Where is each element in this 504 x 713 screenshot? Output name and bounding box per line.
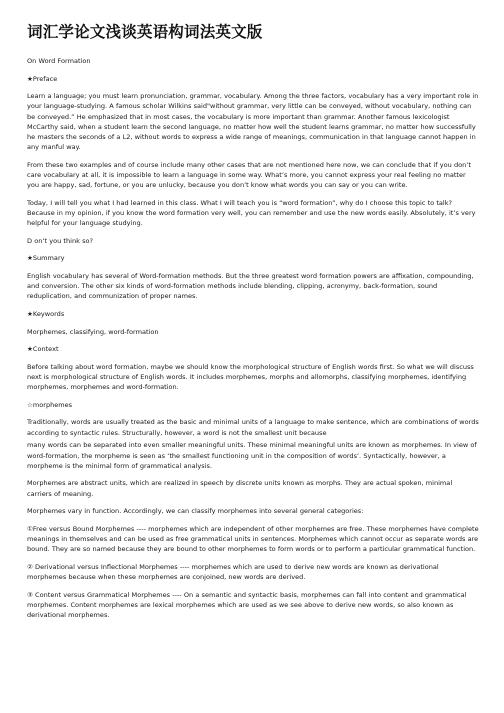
paragraph-content-grammatical: ③ Content versus Grammatical Morphemes ---- On a semantic and syntactic basis, morphemes can fall into content and grammatical morphemes. Content morphemes are lexical morphemes which are used as we see above to derive new words, so also known as derivational morphemes.: [27, 590, 467, 619]
paragraph-keywords: Morphemes, classifying, word-formation: [27, 327, 159, 336]
section-heading-preface: ★Preface: [27, 74, 58, 83]
paragraph-context: Before talking about word formation, maybe we should know the morphological structure of English words first. So what we will discuss next is morphological structure of English words. It includes morphemes, morphs and allomorphs, classifying morphemes, identifying morphemes, morphemes and word-formation.: [27, 362, 474, 392]
section-heading-context: ★Context: [27, 345, 59, 354]
paragraph-morphemes-3: Morphemes are abstract units, which are realized in speech by discrete units known as morphs. They are actual spoken, minimal carriers of meaning.: [27, 479, 453, 498]
subsection-heading-morphemes: ☆morphemes: [27, 400, 73, 409]
section-heading-summary: ★Summary: [27, 254, 65, 263]
paragraph-preface-2: From these two examples and of course include many other cases that are not mentioned here now, we can conclude that if you don’t care vocabulary at all, it is impossible to learn a language in some way. What’s more, you cannot express your real feeling no matter you are happy, sad, fortune, or you are unlucky, because you don’t know what words you can say or you can write.: [27, 160, 471, 190]
paragraph-morphemes-1: Traditionally, words are usually treated as the basic and minimal units of a language to make sentence, which are combinations of words according to syntactic rules. Structurally, however, a word is not the smallest unit because: [27, 418, 479, 437]
paragraph-question: D on’t you think so?: [27, 236, 93, 245]
section-heading-keywords: ★Keywords: [27, 309, 65, 318]
paragraph-summary: English vocabulary has several of Word-formation methods. But the three greatest word formation powers are affixation, compounding, and conversion. The other six kinds of word-formation methods include blending, clipping, acronymy, back-formation, sound reduplication, and communization of proper names.: [27, 271, 474, 301]
document-body: [27, 56, 479, 620]
paragraph-free-bound: ①Free versus Bound Morphemes ---- morphemes which are independent of other morphemes are free. These morphemes have complete meanings in themselves and can be used as free grammatical units in sentences. Morphemes which cannot occur as separate words are bound. They are so named because they are bound to other morphemes to form words or to perform a particular grammatical function.: [27, 524, 479, 554]
paragraph-morphemes-4: Morphemes vary in function. Accordingly, we can classify morphemes into several general categories:: [27, 507, 364, 516]
document-page: [27, 22, 479, 628]
paragraph-preface-1: Learn a language; you must learn pronunciation, grammar, vocabulary. Among the three factors, vocabulary has a very important role in your language-studying. A famous scholar Wilkins said"without grammar, very little can be conveyed, without vocabulary, nothing can be conveyed.” He emphasized that in most cases, the vocabulary is more important than grammar. Another famous lexicologist McCarthy said, when a student learn the second language, no matter how well the student learns grammar, no matter how successfully he masters the seconds of a L2, without words to express a wide range of meanings, communication in that language cannot happen in any manful way.: [27, 92, 479, 152]
document-title: 词汇学论文浅谈英语构词法英文版: [27, 23, 263, 41]
paragraph-preface-3: Today, I will tell you what I had learned in this class. What I will teach you is “word formation”, why do I choose this topic to talk? Because in my opinion, if you know the word formation very well, you can remember and use the new words easily. Absolutely, it’s very helpful for your language studying.: [27, 198, 476, 228]
section-heading-on-word-formation: On Word Formation: [27, 57, 91, 65]
paragraph-morphemes-2: many words can be separated into even smaller meaningful units. These minimal meaningful units are known as morphemes. In view of word-formation, the morpheme is seen as ‘the smallest functioning unit in the composition of words’. Syntactically, however, a morpheme is the minimal form of grammatical analysis.: [27, 441, 477, 470]
paragraph-derivational-inflectional: ② Derivational versus Inflectional Morphemes ---- morphemes which are used to derive new words are known as derivational morphemes because when these morphemes are conjoined, new words are derived.: [27, 562, 439, 581]
